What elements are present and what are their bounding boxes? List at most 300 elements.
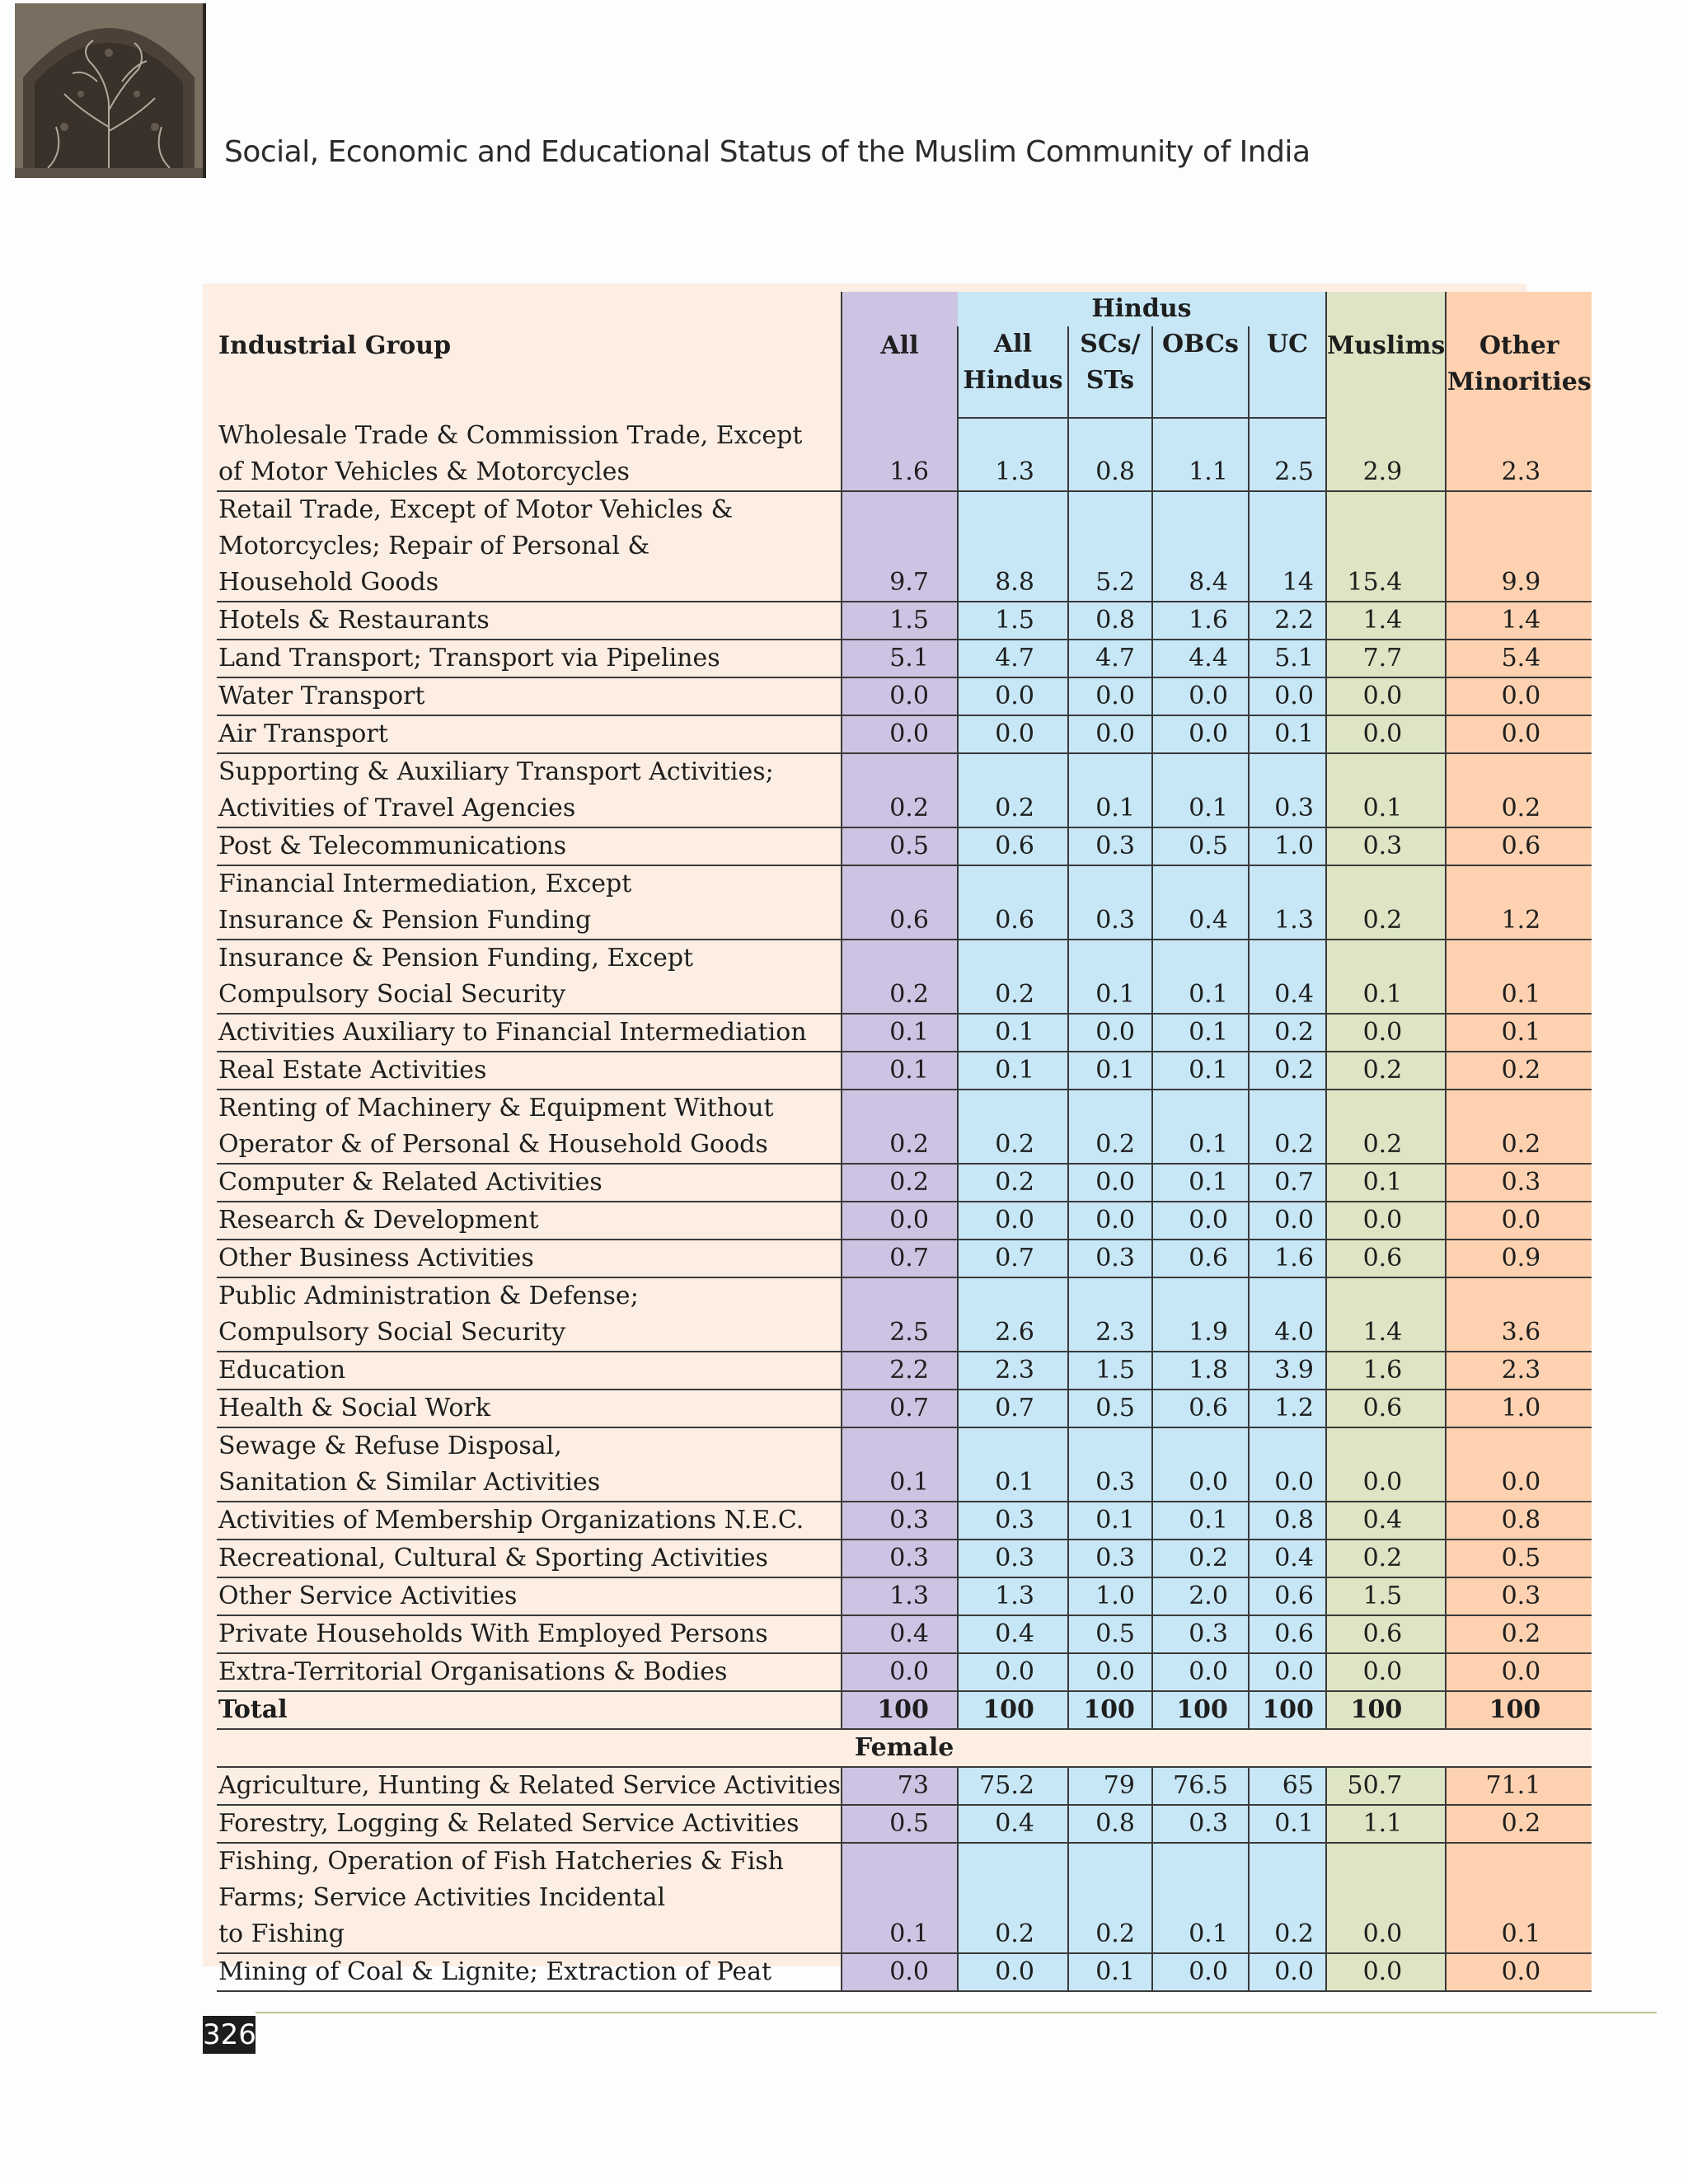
cell-obcs: 0.1: [1152, 1090, 1249, 1164]
cell-scs-sts: 0.3: [1068, 827, 1152, 865]
row-label: [217, 1352, 842, 1390]
table-row: [217, 827, 1592, 865]
cell-scs-sts: 0.1: [1068, 1502, 1152, 1540]
table-row: [217, 602, 1592, 640]
cell-obcs: 1.8: [1152, 1352, 1249, 1390]
table-row: [217, 1691, 1592, 1729]
table-row: [217, 753, 1592, 827]
table-row: [217, 1277, 1592, 1352]
row-label: [217, 1653, 842, 1691]
row-label-line: Wholesale Trade & Commission Trade, Except: [218, 421, 803, 450]
cell-uc: 3.9: [1249, 1352, 1326, 1390]
cell-muslims: 0.2: [1326, 865, 1446, 940]
cell-other-minorities: 0.1: [1446, 1014, 1592, 1052]
cell-obcs: 0.1: [1152, 1164, 1249, 1202]
industrial-group-table: [217, 292, 1592, 1992]
cell-uc: 1.6: [1249, 1240, 1326, 1277]
row-label: [217, 1090, 842, 1164]
cell-muslims: 0.0: [1326, 1843, 1446, 1953]
cell-all: 0.2: [842, 753, 958, 827]
cell-all: 0.0: [842, 1202, 958, 1240]
cell-all-hindus: 1.5: [958, 602, 1068, 640]
cell-muslims: 100: [1326, 1691, 1446, 1729]
cell-other-minorities: 0.2: [1446, 1090, 1592, 1164]
cell-uc: 0.1: [1249, 715, 1326, 753]
cell-uc: 100: [1249, 1691, 1326, 1729]
row-label-line: Activities of Travel Agencies: [218, 794, 576, 823]
row-label-line: Real Estate Activities: [218, 1056, 487, 1085]
row-label-line: Other Service Activities: [218, 1582, 518, 1610]
row-label: [217, 1540, 842, 1577]
cell-scs-sts: 0.0: [1068, 1202, 1152, 1240]
cell-muslims: 0.2: [1326, 1540, 1446, 1577]
row-label-line: Retail Trade, Except of Motor Vehicles &: [218, 495, 734, 524]
cell-all: 0.1: [842, 1014, 958, 1052]
cell-obcs: 0.0: [1152, 1202, 1249, 1240]
cell-all: 0.7: [842, 1240, 958, 1277]
cell-obcs: 1.9: [1152, 1277, 1249, 1352]
cell-other-minorities: 0.3: [1446, 1577, 1592, 1615]
header-obcs: OBCs: [1152, 326, 1249, 418]
cell-other-minorities: 0.5: [1446, 1540, 1592, 1577]
cell-obcs: 0.0: [1152, 1427, 1249, 1502]
cell-obcs: 0.1: [1152, 1502, 1249, 1540]
cell-all-hindus: 0.6: [958, 827, 1068, 865]
cell-scs-sts: 0.2: [1068, 1843, 1152, 1953]
cell-scs-sts: 0.3: [1068, 865, 1152, 940]
table-row: [217, 1052, 1592, 1090]
row-label-line: Other Business Activities: [218, 1244, 534, 1272]
row-label-line: Water Transport: [218, 682, 425, 710]
table-row: [217, 491, 1592, 602]
cell-other-minorities: 71.1: [1446, 1767, 1592, 1805]
header-scs-sts: SCs/ STs: [1068, 326, 1152, 418]
cell-other-minorities: 0.1: [1446, 1843, 1592, 1953]
cell-other-minorities: 0.1: [1446, 940, 1592, 1014]
cell-all: 2.5: [842, 1277, 958, 1352]
row-label: [217, 1805, 842, 1843]
cell-scs-sts: 0.0: [1068, 715, 1152, 753]
cell-scs-sts: 0.0: [1068, 677, 1152, 715]
row-label-line: Fishing, Operation of Fish Hatcheries & Fish: [218, 1847, 785, 1876]
section-heading: Female: [217, 1729, 1592, 1767]
cell-scs-sts: 0.0: [1068, 1164, 1152, 1202]
cell-scs-sts: 0.1: [1068, 1953, 1152, 1991]
cell-all-hindus: 2.6: [958, 1277, 1068, 1352]
cell-uc: 14: [1249, 491, 1326, 602]
cell-other-minorities: 0.2: [1446, 1052, 1592, 1090]
cell-uc: 0.3: [1249, 753, 1326, 827]
cell-all: 1.5: [842, 602, 958, 640]
table-row: [217, 1352, 1592, 1390]
cell-obcs: 0.1: [1152, 1843, 1249, 1953]
table-row: [217, 1615, 1592, 1653]
cell-other-minorities: 0.6: [1446, 827, 1592, 865]
cell-other-minorities: 0.9: [1446, 1240, 1592, 1277]
cell-obcs: 1.1: [1152, 418, 1249, 491]
cell-other-minorities: 2.3: [1446, 1352, 1592, 1390]
cell-other-minorities: 9.9: [1446, 491, 1592, 602]
row-label-line: Post & Telecommunications: [218, 832, 567, 860]
table-row: [217, 418, 1592, 491]
cell-muslims: 0.0: [1326, 1953, 1446, 1991]
cell-all: 73: [842, 1767, 958, 1805]
cell-uc: 0.2: [1249, 1843, 1326, 1953]
row-label: [217, 865, 842, 940]
cell-all: 0.3: [842, 1502, 958, 1540]
cell-muslims: 0.6: [1326, 1390, 1446, 1427]
cell-all-hindus: 0.2: [958, 940, 1068, 1014]
cell-all-hindus: 0.0: [958, 677, 1068, 715]
cell-muslims: 2.9: [1326, 418, 1446, 491]
cell-muslims: 0.0: [1326, 1014, 1446, 1052]
cell-obcs: 4.4: [1152, 640, 1249, 677]
cell-all-hindus: 0.2: [958, 1090, 1068, 1164]
cell-uc: 0.4: [1249, 940, 1326, 1014]
cell-scs-sts: 0.8: [1068, 602, 1152, 640]
cell-muslims: 0.6: [1326, 1240, 1446, 1277]
cell-muslims: 1.6: [1326, 1352, 1446, 1390]
row-label: [217, 418, 842, 491]
cell-scs-sts: 0.3: [1068, 1240, 1152, 1277]
row-label-line: Sanitation & Similar Activities: [218, 1468, 601, 1497]
cell-obcs: 0.3: [1152, 1805, 1249, 1843]
cell-obcs: 0.6: [1152, 1390, 1249, 1427]
cell-all: 2.2: [842, 1352, 958, 1390]
cell-all-hindus: 0.2: [958, 753, 1068, 827]
row-label-line: Extra-Territorial Organisations & Bodies: [218, 1657, 728, 1686]
row-label-line: Insurance & Pension Funding: [218, 906, 592, 935]
cell-uc: 5.1: [1249, 640, 1326, 677]
cell-muslims: 1.4: [1326, 602, 1446, 640]
cell-obcs: 0.1: [1152, 940, 1249, 1014]
row-label-line: to Fishing: [218, 1919, 345, 1948]
row-label: [217, 640, 842, 677]
cell-all: 0.1: [842, 1052, 958, 1090]
cell-uc: 4.0: [1249, 1277, 1326, 1352]
cell-obcs: 1.6: [1152, 602, 1249, 640]
row-label: [217, 1691, 842, 1729]
row-label-line: Private Households With Employed Persons: [218, 1619, 768, 1648]
cell-scs-sts: 5.2: [1068, 491, 1152, 602]
table-row: [217, 1202, 1592, 1240]
row-label-line: Forestry, Logging & Related Service Activities: [218, 1809, 799, 1838]
row-label: [217, 1577, 842, 1615]
cell-muslims: 1.5: [1326, 1577, 1446, 1615]
row-label-line: Activities of Membership Organizations N.E.C.: [218, 1506, 804, 1535]
table-row: [217, 640, 1592, 677]
row-label-line: Activities Auxiliary to Financial Intermediation: [218, 1018, 807, 1047]
row-label: [217, 1277, 842, 1352]
cell-uc: 1.0: [1249, 827, 1326, 865]
row-label: [217, 677, 842, 715]
cell-scs-sts: 2.3: [1068, 1277, 1152, 1352]
cell-muslims: 0.0: [1326, 1427, 1446, 1502]
header-image-jali-window: [15, 3, 206, 178]
row-label-line: Total: [218, 1695, 288, 1724]
cell-obcs: 0.0: [1152, 677, 1249, 715]
table-row: [217, 940, 1592, 1014]
row-label: [217, 1843, 842, 1953]
cell-all: 0.6: [842, 865, 958, 940]
table-row: [217, 1164, 1592, 1202]
cell-other-minorities: 100: [1446, 1691, 1592, 1729]
cell-other-minorities: 0.2: [1446, 753, 1592, 827]
cell-obcs: 2.0: [1152, 1577, 1249, 1615]
cell-muslims: 0.0: [1326, 1653, 1446, 1691]
cell-muslims: 1.4: [1326, 1277, 1446, 1352]
header-muslims: Muslims: [1326, 292, 1446, 418]
cell-uc: 0.6: [1249, 1615, 1326, 1653]
cell-other-minorities: 3.6: [1446, 1277, 1592, 1352]
row-label-line: Mining of Coal & Lignite; Extraction of Peat: [218, 1957, 772, 1986]
row-label-line: Farms; Service Activities Incidental: [218, 1883, 666, 1912]
table-row: [217, 865, 1592, 940]
row-label: [217, 1164, 842, 1202]
table-row: [217, 1090, 1592, 1164]
cell-muslims: 0.2: [1326, 1090, 1446, 1164]
cell-muslims: 0.0: [1326, 1202, 1446, 1240]
cell-all: 5.1: [842, 640, 958, 677]
cell-obcs: 76.5: [1152, 1767, 1249, 1805]
cell-scs-sts: 0.0: [1068, 1014, 1152, 1052]
table-row: [217, 677, 1592, 715]
row-label-line: Recreational, Cultural & Sporting Activities: [218, 1544, 768, 1572]
cell-muslims: 50.7: [1326, 1767, 1446, 1805]
cell-other-minorities: 0.2: [1446, 1615, 1592, 1653]
cell-uc: 0.2: [1249, 1090, 1326, 1164]
cell-all: 0.3: [842, 1540, 958, 1577]
cell-all-hindus: 0.0: [958, 1953, 1068, 1991]
cell-all: 0.4: [842, 1615, 958, 1653]
cell-other-minorities: 0.0: [1446, 1427, 1592, 1502]
cell-uc: 0.7: [1249, 1164, 1326, 1202]
cell-all-hindus: 0.4: [958, 1805, 1068, 1843]
cell-obcs: 0.0: [1152, 1953, 1249, 1991]
cell-all: 0.2: [842, 940, 958, 1014]
cell-uc: 0.8: [1249, 1502, 1326, 1540]
cell-muslims: 0.3: [1326, 827, 1446, 865]
cell-all-hindus: 4.7: [958, 640, 1068, 677]
cell-scs-sts: 0.5: [1068, 1615, 1152, 1653]
cell-all-hindus: 0.2: [958, 1164, 1068, 1202]
table-row: [217, 1014, 1592, 1052]
header-other-minorities: Other Minorities: [1446, 292, 1592, 418]
cell-muslims: 0.0: [1326, 677, 1446, 715]
cell-all-hindus: 0.7: [958, 1390, 1068, 1427]
cell-all: 0.0: [842, 715, 958, 753]
cell-scs-sts: 0.2: [1068, 1090, 1152, 1164]
cell-other-minorities: 2.3: [1446, 418, 1592, 491]
table-body: [217, 418, 1592, 1991]
cell-other-minorities: 0.0: [1446, 1953, 1592, 1991]
row-label: [217, 602, 842, 640]
cell-scs-sts: 1.5: [1068, 1352, 1152, 1390]
cell-other-minorities: 0.0: [1446, 1202, 1592, 1240]
cell-scs-sts: 0.8: [1068, 418, 1152, 491]
cell-muslims: 1.1: [1326, 1805, 1446, 1843]
cell-other-minorities: 0.0: [1446, 1653, 1592, 1691]
table-row: [217, 1653, 1592, 1691]
cell-scs-sts: 0.8: [1068, 1805, 1152, 1843]
cell-obcs: 0.0: [1152, 1653, 1249, 1691]
cell-uc: 0.0: [1249, 1653, 1326, 1691]
cell-muslims: 0.0: [1326, 715, 1446, 753]
cell-all-hindus: 0.0: [958, 1202, 1068, 1240]
cell-obcs: 0.1: [1152, 1014, 1249, 1052]
row-label-line: Computer & Related Activities: [218, 1168, 603, 1197]
row-label: [217, 1202, 842, 1240]
cell-all: 0.0: [842, 1953, 958, 1991]
row-label-line: Agriculture, Hunting & Related Service Activities: [218, 1771, 841, 1800]
table-row: [217, 1540, 1592, 1577]
table-row: [217, 1502, 1592, 1540]
cell-uc: 0.4: [1249, 1540, 1326, 1577]
cell-other-minorities: 1.2: [1446, 865, 1592, 940]
row-label-line: of Motor Vehicles & Motorcycles: [218, 457, 630, 486]
row-label: [217, 715, 842, 753]
row-label: [217, 1014, 842, 1052]
row-label: [217, 1052, 842, 1090]
cell-obcs: 0.3: [1152, 1615, 1249, 1653]
row-label: [217, 1767, 842, 1805]
table-row: [217, 1240, 1592, 1277]
cell-all: 0.5: [842, 1805, 958, 1843]
table-row: [217, 1953, 1592, 1991]
table-row: [217, 1390, 1592, 1427]
cell-all-hindus: 0.1: [958, 1052, 1068, 1090]
cell-all-hindus: 75.2: [958, 1767, 1068, 1805]
cell-other-minorities: 1.0: [1446, 1390, 1592, 1427]
cell-obcs: 0.5: [1152, 827, 1249, 865]
cell-all-hindus: 0.7: [958, 1240, 1068, 1277]
cell-muslims: 0.4: [1326, 1502, 1446, 1540]
cell-uc: 0.0: [1249, 1953, 1326, 1991]
cell-all: 0.2: [842, 1090, 958, 1164]
cell-uc: 0.2: [1249, 1014, 1326, 1052]
cell-muslims: 7.7: [1326, 640, 1446, 677]
header-industrial-group: Industrial Group: [218, 331, 452, 360]
cell-all: 100: [842, 1691, 958, 1729]
cell-other-minorities: 0.0: [1446, 677, 1592, 715]
cell-all-hindus: 0.4: [958, 1615, 1068, 1653]
table-row: [217, 1805, 1592, 1843]
cell-scs-sts: 0.3: [1068, 1427, 1152, 1502]
cell-all: 0.1: [842, 1843, 958, 1953]
table-row: [217, 1577, 1592, 1615]
row-label: [217, 753, 842, 827]
row-label: [217, 1502, 842, 1540]
cell-uc: 65: [1249, 1767, 1326, 1805]
row-label-line: Research & Development: [218, 1206, 539, 1235]
cell-all-hindus: 0.2: [958, 1843, 1068, 1953]
jali-lattice-illustration: [15, 3, 203, 178]
header-hindus: Hindus: [958, 292, 1326, 326]
header-uc: UC: [1249, 326, 1326, 418]
cell-all-hindus: 100: [958, 1691, 1068, 1729]
cell-scs-sts: 0.1: [1068, 940, 1152, 1014]
row-label-line: Land Transport; Transport via Pipelines: [218, 644, 720, 673]
cell-muslims: 0.1: [1326, 753, 1446, 827]
cell-obcs: 8.4: [1152, 491, 1249, 602]
cell-other-minorities: 1.4: [1446, 602, 1592, 640]
page-title: Social, Economic and Educational Status of the Muslim Community of India: [224, 135, 1311, 169]
table-row: [217, 1843, 1592, 1953]
cell-uc: 0.0: [1249, 1427, 1326, 1502]
row-label-line: Compulsory Social Security: [218, 1318, 566, 1347]
row-label-line: Health & Social Work: [218, 1394, 490, 1422]
row-label-line: Supporting & Auxiliary Transport Activities;: [218, 757, 774, 786]
cell-uc: 2.2: [1249, 602, 1326, 640]
cell-uc: 0.1: [1249, 1805, 1326, 1843]
row-label-line: Public Administration & Defense;: [218, 1282, 639, 1310]
row-label: [217, 827, 842, 865]
row-label-line: Sewage & Refuse Disposal,: [218, 1432, 562, 1460]
cell-other-minorities: 0.0: [1446, 715, 1592, 753]
page-number: 326: [203, 2016, 256, 2054]
cell-obcs: 0.4: [1152, 865, 1249, 940]
table-row: [217, 1767, 1592, 1805]
cell-all: 0.1: [842, 1427, 958, 1502]
cell-all: 0.2: [842, 1164, 958, 1202]
cell-uc: 1.2: [1249, 1390, 1326, 1427]
row-label-line: Education: [218, 1356, 346, 1385]
cell-muslims: 0.6: [1326, 1615, 1446, 1653]
cell-all-hindus: 2.3: [958, 1352, 1068, 1390]
cell-all: 1.6: [842, 418, 958, 491]
row-label-line: Financial Intermediation, Except: [218, 869, 632, 898]
row-label-line: Air Transport: [218, 719, 388, 748]
row-label: [217, 1240, 842, 1277]
row-label-line: Hotels & Restaurants: [218, 606, 490, 635]
cell-all-hindus: 0.0: [958, 1653, 1068, 1691]
cell-all-hindus: 0.1: [958, 1014, 1068, 1052]
row-label: [217, 491, 842, 602]
cell-other-minorities: 0.8: [1446, 1502, 1592, 1540]
cell-uc: 0.0: [1249, 1202, 1326, 1240]
cell-obcs: 0.1: [1152, 1052, 1249, 1090]
cell-uc: 1.3: [1249, 865, 1326, 940]
cell-scs-sts: 4.7: [1068, 640, 1152, 677]
cell-all: 9.7: [842, 491, 958, 602]
row-label: [217, 1953, 842, 1991]
cell-uc: 2.5: [1249, 418, 1326, 491]
cell-muslims: 0.2: [1326, 1052, 1446, 1090]
row-label-line: Operator & of Personal & Household Goods: [218, 1130, 768, 1159]
cell-scs-sts: 100: [1068, 1691, 1152, 1729]
header-all-hindus: All Hindus: [958, 326, 1068, 418]
row-label: [217, 940, 842, 1014]
cell-muslims: 0.1: [1326, 940, 1446, 1014]
cell-all: 0.0: [842, 677, 958, 715]
cell-muslims: 0.1: [1326, 1164, 1446, 1202]
cell-all-hindus: 0.0: [958, 715, 1068, 753]
cell-all-hindus: 1.3: [958, 1577, 1068, 1615]
cell-scs-sts: 79: [1068, 1767, 1152, 1805]
cell-scs-sts: 0.0: [1068, 1653, 1152, 1691]
cell-scs-sts: 1.0: [1068, 1577, 1152, 1615]
row-label-line: Household Goods: [218, 568, 439, 597]
cell-muslims: 15.4: [1326, 491, 1446, 602]
table-row: [217, 715, 1592, 753]
cell-obcs: 0.0: [1152, 715, 1249, 753]
cell-obcs: 0.1: [1152, 753, 1249, 827]
header-all: All: [842, 292, 958, 418]
cell-other-minorities: 5.4: [1446, 640, 1592, 677]
row-label-line: Renting of Machinery & Equipment Without: [218, 1094, 774, 1122]
cell-all-hindus: 0.3: [958, 1502, 1068, 1540]
cell-scs-sts: 0.3: [1068, 1540, 1152, 1577]
